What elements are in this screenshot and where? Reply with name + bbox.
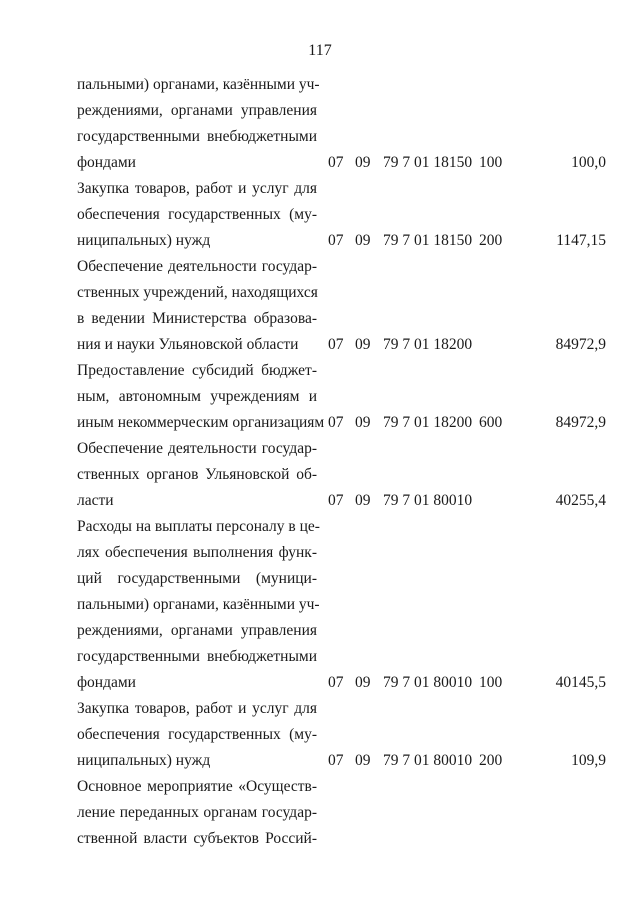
amount-value: 100,0 xyxy=(571,154,606,171)
description-line: лях обеспечения выполнения функ- xyxy=(77,544,317,561)
description-line: ниципальных) нужд xyxy=(77,232,211,249)
amount-value: 109,9 xyxy=(571,752,606,769)
section-code: 07 xyxy=(328,336,344,353)
target-article-code: 79 7 01 80010 xyxy=(383,492,473,509)
row-description xyxy=(77,696,317,774)
table-row xyxy=(0,774,640,852)
amount-value: 84972,9 xyxy=(555,336,606,353)
row-description xyxy=(77,176,317,254)
table-row xyxy=(0,696,640,774)
amount-value: 1147,15 xyxy=(556,232,606,249)
expense-type-code: 100 xyxy=(479,674,503,691)
section-code: 07 xyxy=(328,752,344,769)
description-line: ниципальных) нужд xyxy=(77,752,211,769)
description-line: ций государственными (муници- xyxy=(77,570,317,587)
row-description xyxy=(77,254,317,358)
description-line: Обеспечение деятельности государ- xyxy=(77,258,317,275)
amount-value: 84972,9 xyxy=(555,414,606,431)
description-line: Расходы на выплаты персоналу в це- xyxy=(77,518,320,535)
description-line: государственными внебюджетными xyxy=(77,648,317,665)
subsection-code: 09 xyxy=(355,154,371,171)
table-row xyxy=(0,358,640,436)
expense-type-code: 100 xyxy=(479,154,503,171)
budget-table xyxy=(0,72,640,852)
subsection-code: 09 xyxy=(355,232,371,249)
description-line: фондами xyxy=(77,154,136,171)
description-line: реждениями, органами управления xyxy=(77,102,317,119)
subsection-code: 09 xyxy=(355,752,371,769)
description-line: Закупка товаров, работ и услуг для xyxy=(77,180,317,197)
description-line: ственных органов Ульяновской об- xyxy=(77,466,317,483)
section-code: 07 xyxy=(328,492,344,509)
description-line: ласти xyxy=(77,492,114,509)
page-number: 117 xyxy=(308,42,332,59)
row-description xyxy=(77,514,320,696)
description-line: ственной власти субъектов Россий- xyxy=(77,830,317,847)
subsection-code: 09 xyxy=(355,336,371,353)
subsection-code: 09 xyxy=(355,414,371,431)
description-line: ния и науки Ульяновской области xyxy=(77,336,299,353)
table-row xyxy=(0,72,640,176)
target-article-code: 79 7 01 18150 xyxy=(383,154,473,171)
target-article-code: 79 7 01 80010 xyxy=(383,674,473,691)
description-line: пальными) органами, казёнными уч- xyxy=(77,596,320,613)
subsection-code: 09 xyxy=(355,492,371,509)
target-article-code: 79 7 01 18200 xyxy=(383,414,473,431)
row-description xyxy=(77,436,317,514)
target-article-code: 79 7 01 80010 xyxy=(383,752,473,769)
description-line: ление переданных органам государ- xyxy=(77,804,317,821)
description-line: фондами xyxy=(77,674,136,691)
table-row xyxy=(0,514,640,696)
expense-type-code: 200 xyxy=(479,752,503,769)
section-code: 07 xyxy=(328,154,344,171)
section-code: 07 xyxy=(328,414,344,431)
description-line: государственными внебюджетными xyxy=(77,128,317,145)
amount-value: 40255,4 xyxy=(555,492,606,509)
row-description xyxy=(77,72,320,176)
description-line: ным, автономным учреждениям и xyxy=(77,388,317,405)
amount-value: 40145,5 xyxy=(555,674,606,691)
description-line: обеспечения государственных (му- xyxy=(77,206,317,223)
table-row xyxy=(0,176,640,254)
table-row xyxy=(0,254,640,358)
row-description xyxy=(77,358,325,436)
description-line: Предоставление субсидий бюджет- xyxy=(77,362,317,379)
description-line: Основное мероприятие «Осуществ- xyxy=(77,778,317,795)
description-line: в ведении Министерства образова- xyxy=(77,310,317,327)
description-line: обеспечения государственных (му- xyxy=(77,726,317,743)
target-article-code: 79 7 01 18200 xyxy=(383,336,473,353)
expense-type-code: 200 xyxy=(479,232,503,249)
description-line: Закупка товаров, работ и услуг для xyxy=(77,700,317,717)
section-code: 07 xyxy=(328,674,344,691)
description-line: Обеспечение деятельности государ- xyxy=(77,440,317,457)
expense-type-code: 600 xyxy=(479,414,503,431)
table-row xyxy=(0,436,640,514)
subsection-code: 09 xyxy=(355,674,371,691)
row-description xyxy=(77,774,317,852)
description-line: реждениями, органами управления xyxy=(77,622,317,639)
section-code: 07 xyxy=(328,232,344,249)
description-line: ственных учреждений, находящихся xyxy=(77,284,318,301)
target-article-code: 79 7 01 18150 xyxy=(383,232,473,249)
description-line: пальными) органами, казёнными уч- xyxy=(77,76,320,93)
description-line: иным некоммерческим организациям xyxy=(77,414,325,431)
